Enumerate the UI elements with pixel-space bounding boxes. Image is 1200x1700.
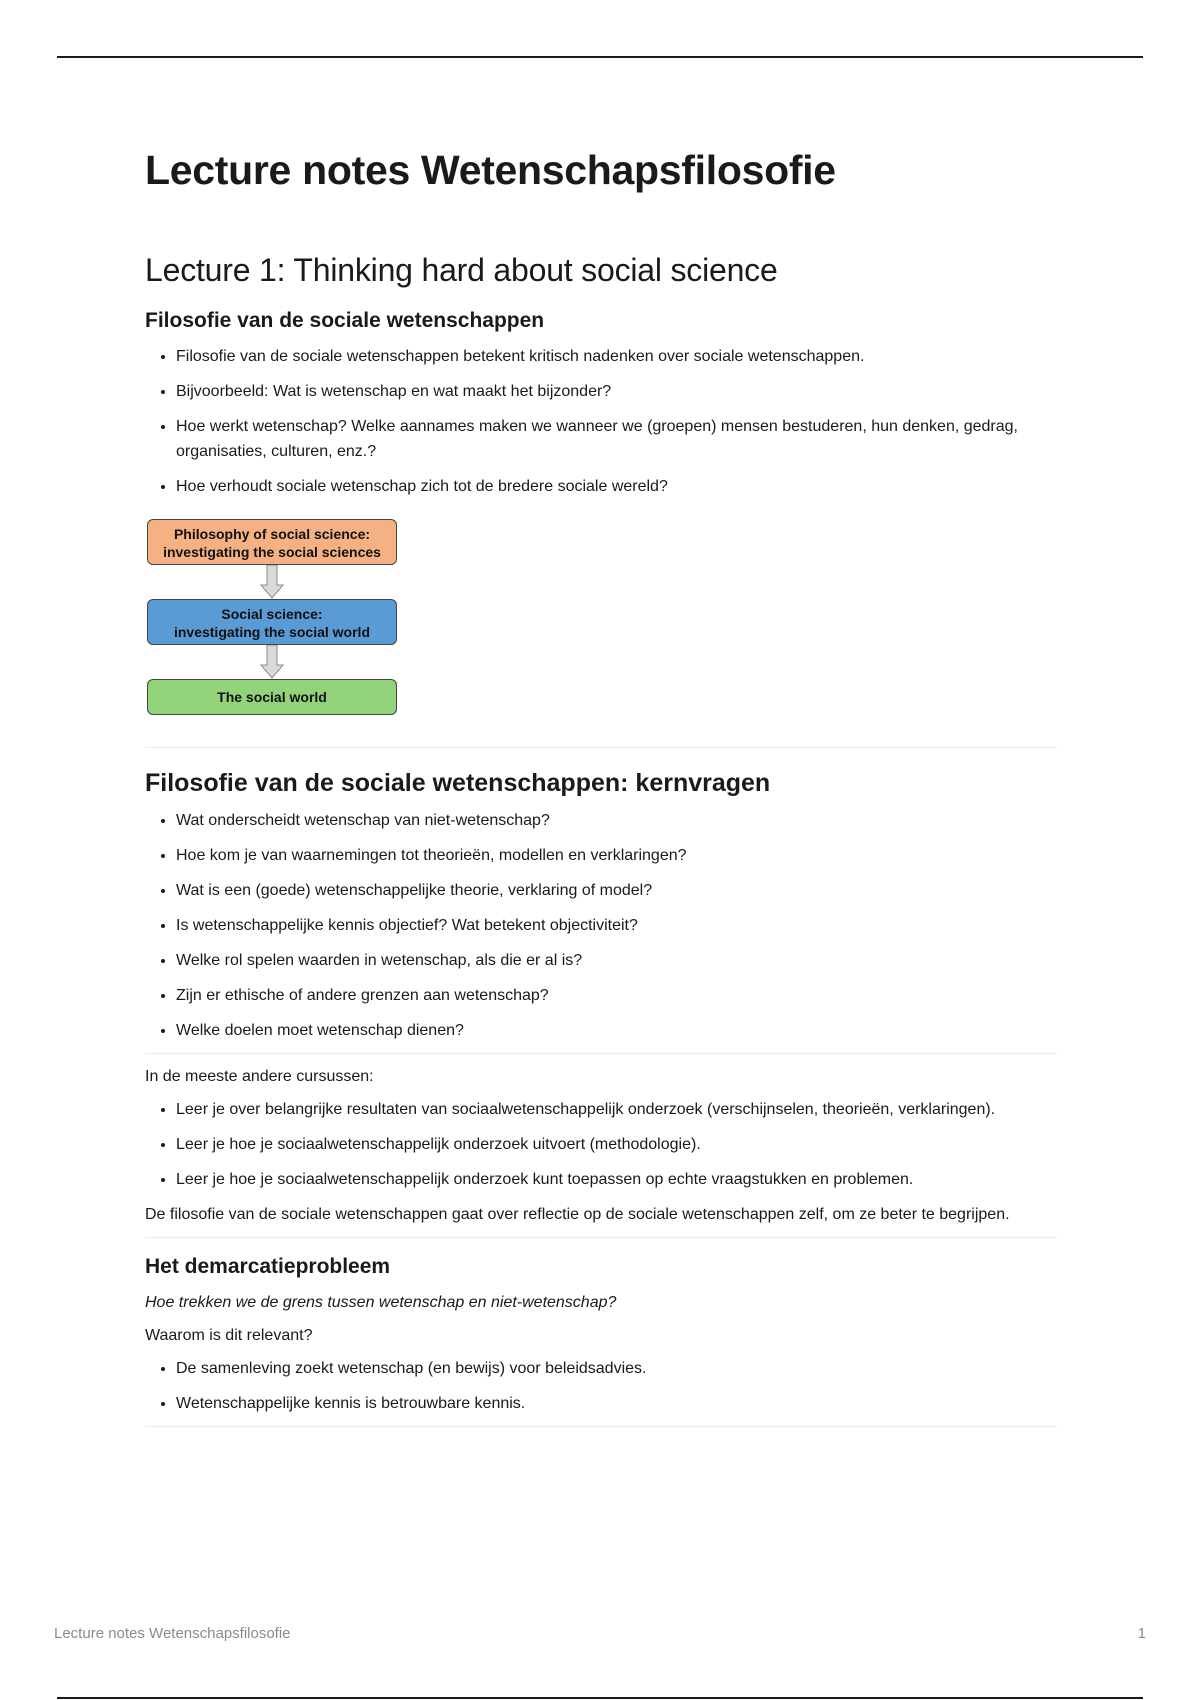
divider: [145, 1053, 1057, 1054]
divider: [145, 1426, 1057, 1427]
relevance-question: Waarom is dit relevant?: [145, 1327, 313, 1344]
diagram-box-philosophy-line1: Philosophy of social science:: [173, 526, 371, 542]
page-number: 1: [1137, 1625, 1146, 1642]
diagram-box-philosophy: [147, 519, 397, 565]
divider: [145, 747, 1057, 748]
demarcation-question: Hoe trekken we de grens tussen wetenschap en niet-wetenschap?: [145, 1294, 617, 1311]
list-item: • Leer je hoe je sociaalwetenschappelijk onderzoek kunt toepassen op echte vraagstukken en problemen.: [176, 1167, 1057, 1192]
divider: [145, 1237, 1057, 1238]
section1-list: [145, 344, 1057, 499]
list-item: • Hoe kom je van waarnemingen tot theorieën, modellen en verklaringen?: [176, 843, 1057, 868]
bottom-rule: [57, 1697, 1143, 1699]
diagram-box-social-science: [147, 599, 397, 645]
section-heading-demarcatie: Het demarcatieprobleem: [145, 1255, 391, 1278]
list-item: • Leer je over belangrijke resultaten van sociaalwetenschappelijk onderzoek (verschijnselen, theorieën, verklaringen).: [176, 1097, 1057, 1122]
document-body: [145, 140, 1057, 1437]
social-science-diagram: [145, 519, 405, 723]
lecture-heading: Lecture 1: Thinking hard about social science: [145, 252, 778, 288]
other-courses-intro: In de meeste andere cursussen:: [145, 1068, 374, 1085]
section3-list: [145, 1097, 1057, 1192]
list-item: • Filosofie van de sociale wetenschappen betekent kritisch nadenken over sociale wetenschappen.: [176, 344, 1057, 369]
list-item: • Wat is een (goede) wetenschappelijke theorie, verklaring of model?: [176, 878, 1057, 903]
list-item: • Bijvoorbeeld: Wat is wetenschap en wat maakt het bijzonder?: [176, 379, 1057, 404]
list-item: • Is wetenschappelijke kennis objectief? Wat betekent objectiviteit?: [176, 913, 1057, 938]
list-item: • Welke rol spelen waarden in wetenschap, als die er al is?: [176, 948, 1057, 973]
list-item: • Leer je hoe je sociaalwetenschappelijk onderzoek uitvoert (methodologie).: [176, 1132, 1057, 1157]
list-item: • De samenleving zoekt wetenschap (en bewijs) voor beleidsadvies.: [176, 1356, 1057, 1381]
down-arrow-icon: [260, 565, 284, 599]
diagram-box-social-world: The social world: [147, 679, 397, 715]
list-item: • Wetenschappelijke kennis is betrouwbare kennis.: [176, 1391, 1057, 1416]
document-title: Lecture notes Wetenschapsfilosofie: [145, 147, 836, 193]
list-item: • Hoe werkt wetenschap? Welke aannames maken we wanneer we (groepen) mensen bestuderen, hun denken, gedrag, organisaties, culturen, enz.?: [176, 414, 1057, 464]
diagram-box-philosophy-line2: investigating the social sciences: [163, 544, 381, 560]
list-item: • Zijn er ethische of andere grenzen aan wetenschap?: [176, 983, 1057, 1008]
top-rule: [57, 56, 1143, 58]
diagram-box-social-science-line1: Social science:: [221, 606, 323, 622]
footer-title: Lecture notes Wetenschapsfilosofie: [54, 1625, 291, 1642]
section2-list: [145, 808, 1057, 1043]
reflection-paragraph: De filosofie van de sociale wetenschappen gaat over reflectie op de sociale wetenschappen zelf, om ze beter te begrijpen.: [145, 1206, 1010, 1223]
diagram-box-social-science-line2: investigating the social world: [173, 624, 371, 640]
list-item: • Wat onderscheidt wetenschap van niet-wetenschap?: [176, 808, 1057, 833]
section4-list: [145, 1356, 1057, 1416]
list-item: • Hoe verhoudt sociale wetenschap zich tot de bredere sociale wereld?: [176, 474, 1057, 499]
section-heading-kernvragen: Filosofie van de sociale wetenschappen: kernvragen: [145, 769, 771, 797]
section-heading-filosofie: Filosofie van de sociale wetenschappen: [145, 309, 545, 332]
list-item: • Welke doelen moet wetenschap dienen?: [176, 1018, 1057, 1043]
down-arrow-icon: [260, 645, 284, 679]
